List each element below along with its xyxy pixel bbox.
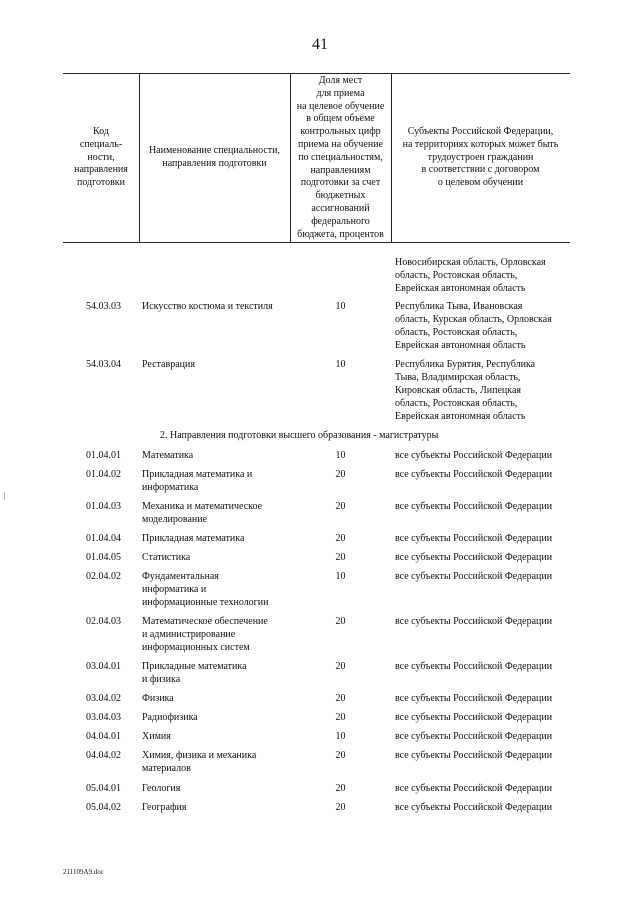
row-code: 04.04.01	[86, 731, 121, 742]
text-line: Химия, физика и механика	[142, 750, 257, 761]
text-line: Новосибирская область, Орловская	[395, 257, 546, 268]
text-line: Физика	[142, 693, 174, 704]
row-subjects	[395, 358, 585, 423]
row-subjects	[395, 692, 585, 705]
text-line: все субъекты Российской Федерации	[395, 731, 553, 742]
row-percent: 10	[335, 450, 346, 461]
row-name	[142, 692, 290, 705]
row-percent: 10	[335, 359, 346, 370]
header-share	[290, 75, 391, 241]
text-line: все субъекты Российской Федерации	[395, 750, 553, 761]
text-line: Прикладная математика	[142, 533, 245, 544]
text-line: направлениям	[310, 164, 371, 176]
row-name	[142, 358, 290, 371]
row-name	[142, 615, 290, 654]
text-line: Еврейская автономная область	[395, 283, 526, 294]
text-line: Наименование специальности,	[148, 145, 281, 156]
text-line: Республика Тыва, Ивановская	[395, 301, 523, 312]
text-line: Геология	[142, 783, 181, 794]
text-line: все субъекты Российской Федерации	[395, 450, 553, 461]
row-subjects	[395, 468, 585, 481]
text-line: о целевом обучении	[437, 177, 524, 189]
text-line: на территориях которых может быть	[402, 138, 559, 150]
row-name	[142, 749, 290, 775]
text-line: и физика	[142, 674, 181, 685]
row-subjects	[395, 615, 585, 628]
text-line: направления	[74, 164, 128, 176]
row-code: 04.04.02	[86, 750, 121, 761]
text-line: Еврейская автономная область	[395, 340, 526, 351]
text-line: все субъекты Российской Федерации	[395, 533, 553, 544]
row-percent: 20	[335, 501, 346, 512]
text-line: ассигнований	[311, 202, 370, 214]
row-name	[142, 468, 290, 494]
header-subjects	[391, 126, 570, 190]
header-name	[139, 145, 290, 171]
row-name	[142, 551, 290, 564]
row-percent: 20	[335, 469, 346, 480]
row-percent: 20	[335, 802, 346, 813]
text-line: География	[142, 802, 187, 813]
text-line: по специальностям,	[298, 151, 383, 163]
row-subjects	[395, 300, 585, 352]
text-line: информатика и	[142, 584, 207, 595]
text-line: Код	[93, 126, 109, 137]
text-line: все субъекты Российской Федерации	[395, 552, 553, 563]
row-subjects	[395, 749, 585, 762]
row-name	[142, 782, 290, 795]
row-subjects	[395, 500, 585, 513]
text-line: направления подготовки	[162, 157, 267, 169]
row-code: 03.04.01	[86, 661, 121, 672]
text-line: Еврейская автономная область	[395, 411, 526, 422]
row-name	[142, 730, 290, 743]
text-line: Механика и математическое	[142, 501, 263, 512]
text-line: все субъекты Российской Федерации	[395, 616, 553, 627]
text-line: Статистика	[142, 552, 191, 563]
row-name	[142, 660, 290, 686]
continued-subjects	[395, 256, 585, 295]
row-name	[142, 500, 290, 526]
text-line: специаль-	[79, 138, 123, 150]
text-line: все субъекты Российской Федерации	[395, 802, 553, 813]
text-line: Тыва, Владимирская область,	[395, 372, 521, 383]
table-header-bottom-rule	[63, 242, 570, 243]
text-line: для приема	[316, 87, 365, 99]
row-name	[142, 801, 290, 814]
text-line: все субъекты Российской Федерации	[395, 712, 553, 723]
row-percent: 10	[335, 301, 346, 312]
text-line: информационные технологии	[142, 597, 269, 608]
row-percent: 20	[335, 533, 346, 544]
text-line: область, Ростовская область,	[395, 270, 518, 281]
row-code: 54.03.04	[86, 359, 121, 370]
row-code: 01.04.01	[86, 450, 121, 461]
text-line: и администрирование	[142, 629, 236, 640]
row-subjects	[395, 660, 585, 673]
row-name	[142, 449, 290, 462]
row-code: 03.04.02	[86, 693, 121, 704]
text-line: Химия	[142, 731, 171, 742]
text-line: все субъекты Российской Федерации	[395, 571, 553, 582]
text-line: Субъекты Российской Федерации,	[407, 126, 554, 137]
text-line: трудоустроен гражданин	[427, 151, 534, 163]
text-line: Прикладная математика и	[142, 469, 253, 480]
row-percent: 20	[335, 693, 346, 704]
text-line: Математическое обеспечение	[142, 616, 268, 627]
row-percent: 20	[335, 616, 346, 627]
text-line: подготовки	[76, 177, 126, 189]
text-line: материалов	[142, 763, 191, 774]
row-name	[142, 570, 290, 609]
text-line: федерального	[311, 215, 370, 227]
text-line: в общем объеме	[306, 113, 375, 125]
row-subjects	[395, 782, 585, 795]
row-subjects	[395, 449, 585, 462]
row-percent: 20	[335, 783, 346, 794]
text-line: Реставрация	[142, 359, 195, 370]
section-title: 2. Направления подготовки высшего образования - магистратуры	[160, 430, 439, 441]
row-code: 03.04.03	[86, 712, 121, 723]
text-line: область, Курская область, Орловская	[395, 314, 552, 325]
text-line: Прикладные математика	[142, 661, 247, 672]
page-number: 41	[312, 36, 328, 53]
row-percent: 20	[335, 750, 346, 761]
text-line: контрольных цифр	[300, 126, 381, 138]
header-code	[63, 126, 139, 190]
row-name	[142, 711, 290, 724]
text-line: все субъекты Российской Федерации	[395, 693, 553, 704]
row-name	[142, 532, 290, 545]
text-line: все субъекты Российской Федерации	[395, 469, 553, 480]
row-subjects	[395, 711, 585, 724]
text-line: все субъекты Российской Федерации	[395, 661, 553, 672]
text-line: в соответствии с договором	[421, 164, 540, 176]
footer-filename: 211109A9.doc	[63, 868, 104, 876]
row-percent: 10	[335, 571, 346, 582]
row-code: 01.04.03	[86, 501, 121, 512]
text-line: приема на обучение	[298, 138, 383, 150]
text-line: моделирование	[142, 514, 208, 525]
text-line: бюджетных	[315, 190, 366, 202]
row-percent: 20	[335, 661, 346, 672]
text-line: Доля мест	[318, 75, 363, 86]
text-line: Искусство костюма и текстиля	[142, 301, 273, 312]
text-line: на целевое обучение	[296, 100, 385, 112]
text-line: область, Ростовская область,	[395, 327, 518, 338]
text-line: Математика	[142, 450, 194, 461]
row-subjects	[395, 532, 585, 545]
row-code: 02.04.03	[86, 616, 121, 627]
row-percent: 20	[335, 712, 346, 723]
text-line: все субъекты Российской Федерации	[395, 783, 553, 794]
row-percent: 10	[335, 731, 346, 742]
text-line: Кировская область, Липецкая	[395, 385, 522, 396]
row-subjects	[395, 801, 585, 814]
row-percent: 20	[335, 552, 346, 563]
row-code: 54.03.03	[86, 301, 121, 312]
row-subjects	[395, 551, 585, 564]
row-code: 05.04.01	[86, 783, 121, 794]
scan-mark	[4, 492, 5, 500]
row-code: 01.04.05	[86, 552, 121, 563]
text-line: информатика	[142, 482, 199, 493]
text-line: область, Ростовская область,	[395, 398, 518, 409]
row-code: 01.04.02	[86, 469, 121, 480]
text-line: подготовки за счет	[300, 177, 381, 189]
text-line: Республика Бурятия, Республика	[395, 359, 536, 370]
text-line: бюджета, процентов	[297, 228, 384, 240]
row-name	[142, 300, 290, 313]
text-line: Фундаментальная	[142, 571, 219, 582]
row-code: 01.04.04	[86, 533, 121, 544]
text-line: Радиофизика	[142, 712, 198, 723]
text-line: информационных систем	[142, 642, 250, 653]
text-line: ности,	[87, 151, 115, 163]
text-line: все субъекты Российской Федерации	[395, 501, 553, 512]
row-subjects	[395, 570, 585, 583]
row-code: 05.04.02	[86, 802, 121, 813]
row-code: 02.04.02	[86, 571, 121, 582]
row-subjects	[395, 730, 585, 743]
